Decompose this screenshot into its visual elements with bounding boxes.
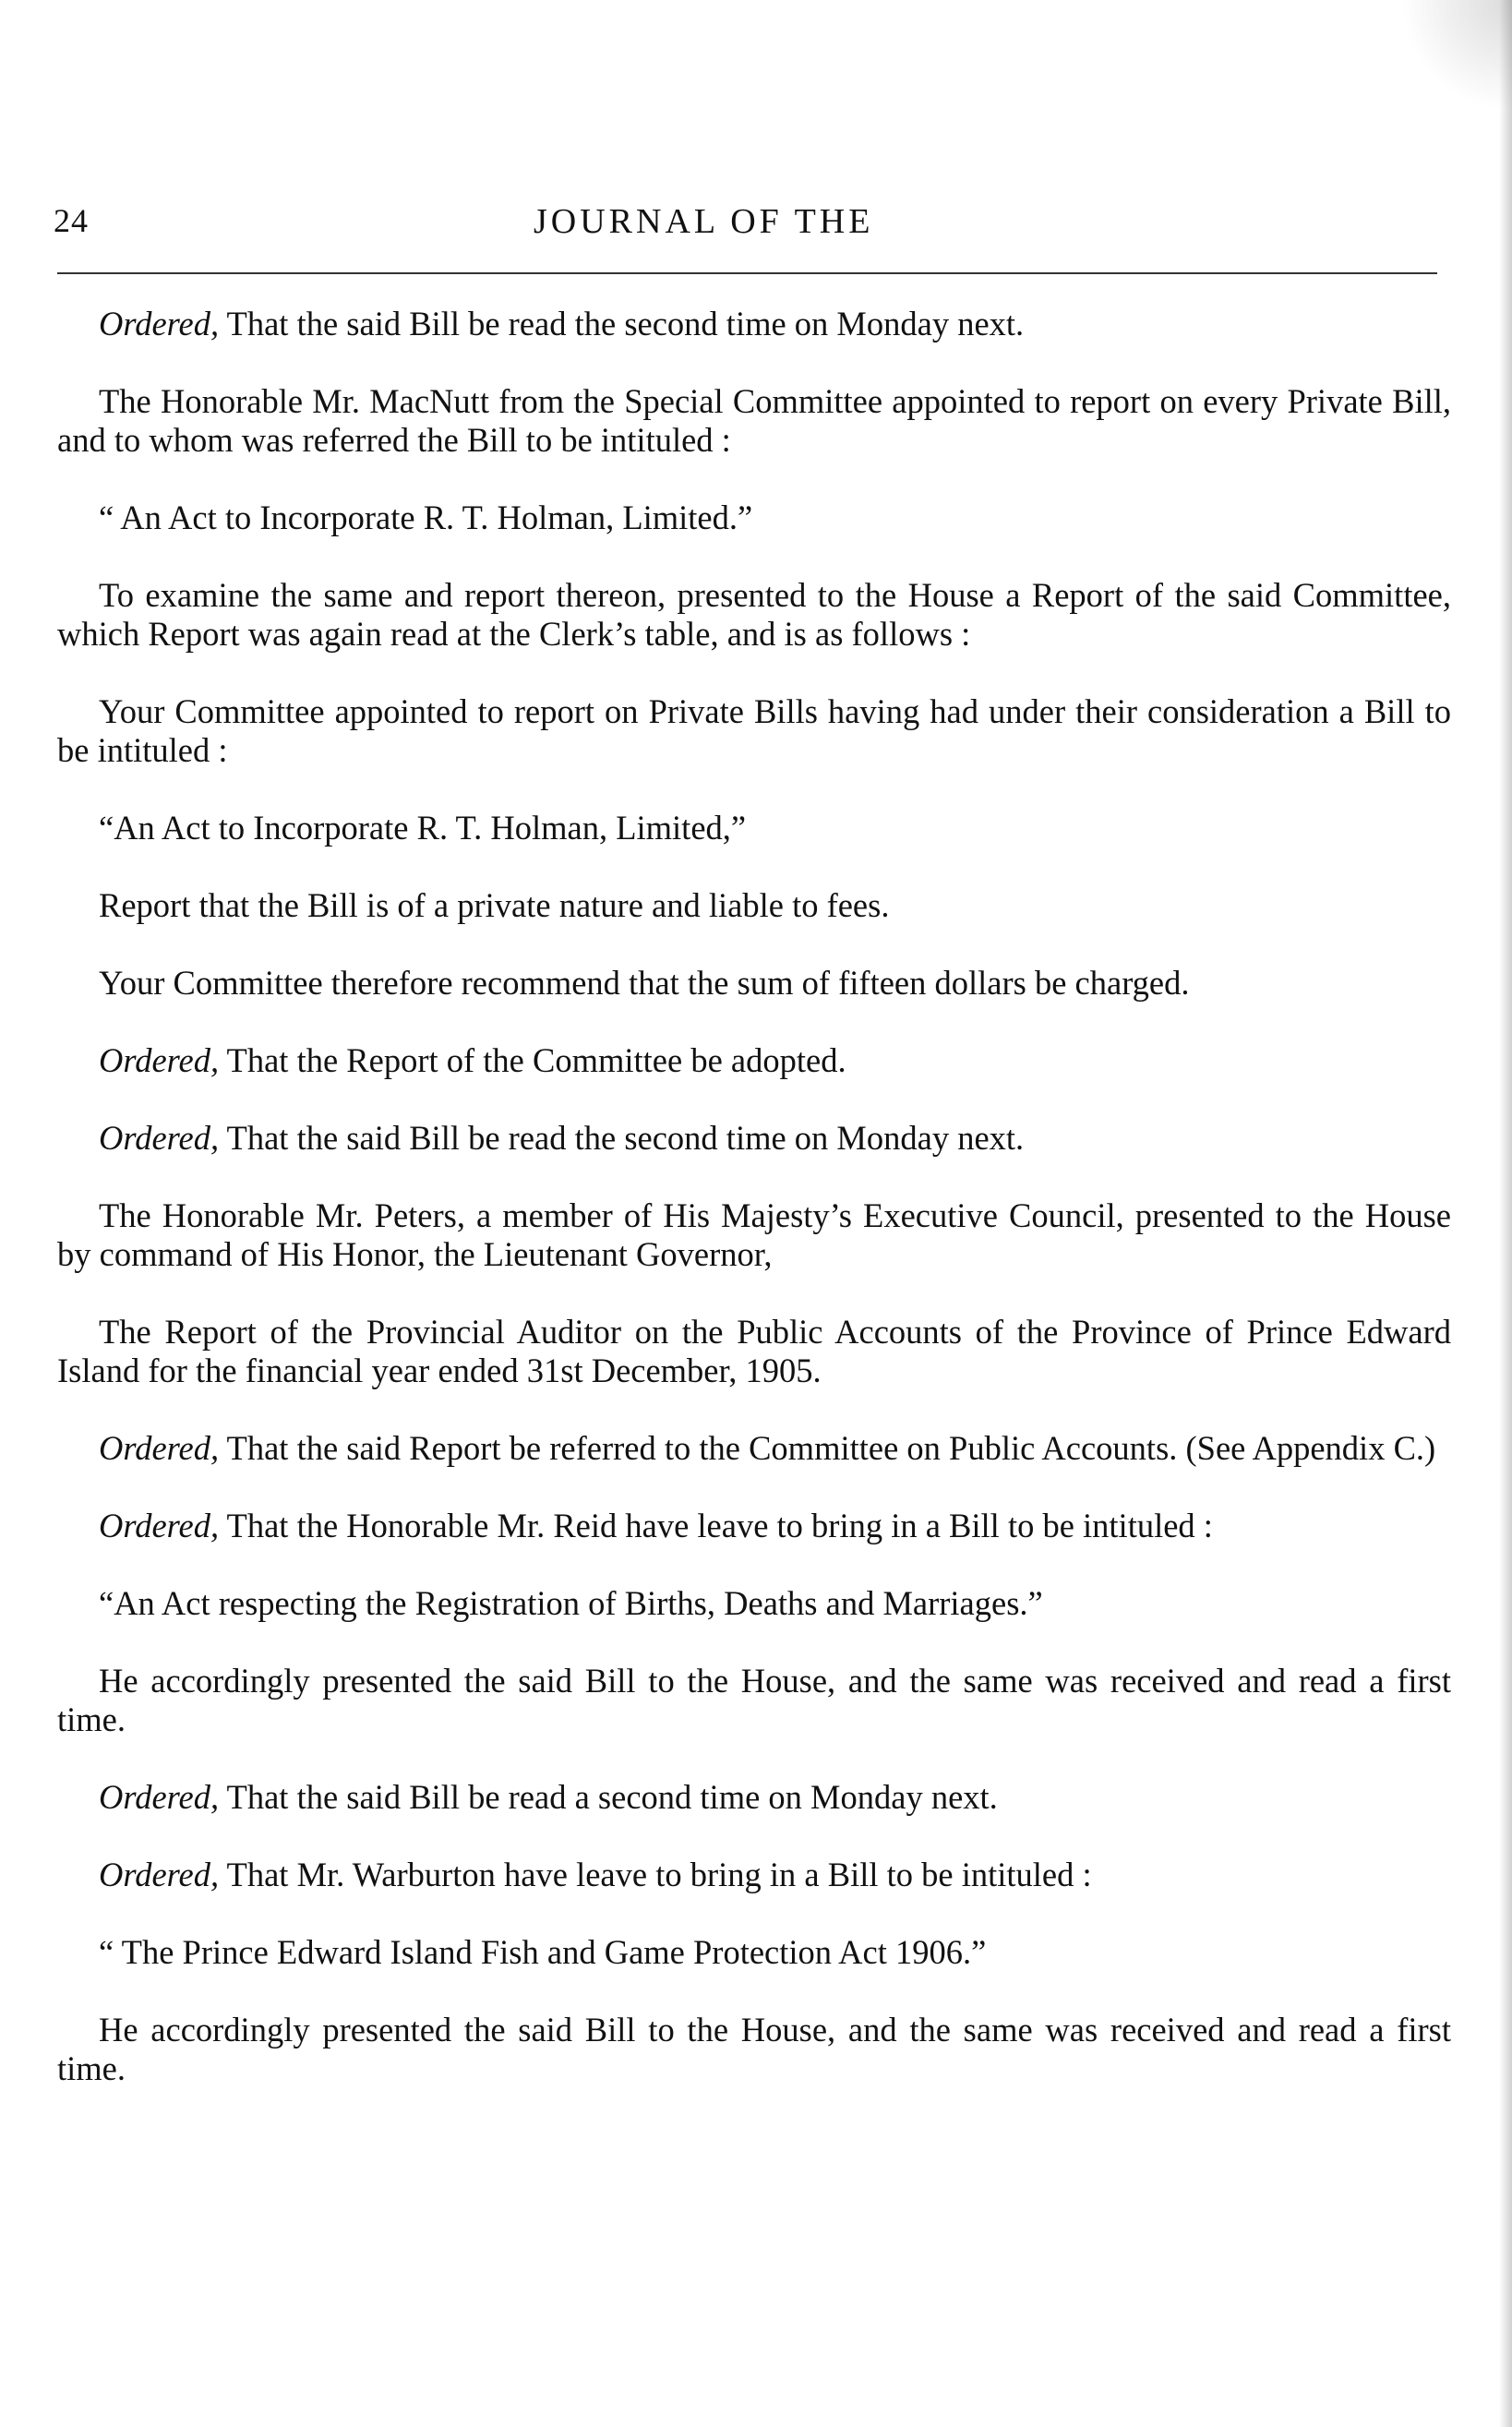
paragraph-4 (57, 576, 1451, 654)
paragraph-text: “An Act to Incorporate R. T. Holman, Limited,” (99, 809, 747, 847)
bill-title-quote (57, 1933, 1451, 1972)
ordered-lead: Ordered, (99, 1856, 220, 1893)
paragraph-text: Your Committee appointed to report on Private Bills having had under their consideration a Bill to be intituled : (57, 692, 1451, 769)
ordered-lead: Ordered, (99, 305, 220, 342)
paragraph-17 (57, 1778, 1451, 1817)
paragraph-text: “ An Act to Incorporate R. T. Holman, Limited.” (99, 499, 753, 536)
paragraph-text: That the said Report be referred to the Committee on Public Accounts. (See Appendix C.) (219, 1429, 1436, 1467)
paragraph-18 (57, 1856, 1451, 1894)
scan-shadow-corner (1401, 0, 1512, 111)
paragraph-text: The Honorable Mr. MacNutt from the Special Committee appointed to report on every Private Bill, and to whom was referred the Bill to be intituled : (57, 382, 1451, 459)
paragraph-text: That the Honorable Mr. Reid have leave to bring in a Bill to be intituled : (219, 1507, 1213, 1544)
paragraph-5 (57, 692, 1451, 770)
paragraph-text: He accordingly presented the said Bill to the House, and the same was received and read a first time. (57, 2011, 1451, 2087)
bill-title-quote (57, 499, 1451, 537)
bill-title-quote (57, 1584, 1451, 1623)
paragraph-text: That the said Bill be read a second time on Monday next. (219, 1778, 998, 1816)
ordered-lead: Ordered, (99, 1507, 220, 1544)
paragraph-text: He accordingly presented the said Bill to the House, and the same was received and read a first time. (57, 1662, 1451, 1738)
ordered-lead: Ordered, (99, 1778, 220, 1816)
paragraph-8 (57, 964, 1451, 1003)
paragraph-2 (57, 382, 1451, 460)
paragraph-16 (57, 1662, 1451, 1739)
paragraph-text: The Report of the Provincial Auditor on the Public Accounts of the Province of Prince Edward Island for the financial year ended 31st December, 1905. (57, 1313, 1451, 1389)
paragraph-7 (57, 886, 1451, 925)
bill-title-quote (57, 809, 1451, 847)
paragraph-text: That Mr. Warburton have leave to bring in a Bill to be intituled : (219, 1856, 1092, 1893)
paragraph-text: Your Committee therefore recommend that the sum of fifteen dollars be charged. (99, 964, 1190, 1002)
paragraph-text: “ The Prince Edward Island Fish and Game Protection Act 1906.” (99, 1933, 987, 1971)
paragraph-text: To examine the same and report thereon, presented to the House a Report of the said Committee, which Report was again read at the Clerk’s table, and is as follows : (57, 576, 1451, 653)
paragraph-10 (57, 1119, 1451, 1158)
paragraph-9 (57, 1041, 1451, 1080)
paragraph-text: That the said Bill be read the second time on Monday next. (219, 305, 1025, 342)
paragraph-text: The Honorable Mr. Peters, a member of His Majesty’s Executive Council, presented to the House by command of His Honor, the Lieutenant Governor, (57, 1196, 1451, 1273)
paragraph-12 (57, 1313, 1451, 1390)
header-rule (57, 272, 1437, 274)
paragraph-20 (57, 2011, 1451, 2088)
page-header (54, 201, 1438, 257)
ordered-lead: Ordered, (99, 1119, 220, 1157)
paragraph-text: That the said Bill be read the second time on Monday next. (219, 1119, 1025, 1157)
paragraph-text: Report that the Bill is of a private nature and liable to fees. (99, 886, 890, 924)
running-head: JOURNAL OF THE (534, 202, 874, 241)
scan-shadow-edge (1499, 0, 1512, 2427)
ordered-lead: Ordered, (99, 1429, 220, 1467)
paragraph-1 (57, 305, 1451, 343)
ordered-lead: Ordered, (99, 1041, 220, 1079)
paragraph-11 (57, 1196, 1451, 1274)
page-number: 24 (54, 202, 89, 239)
paragraph-text: That the Report of the Committee be adopted. (219, 1041, 846, 1079)
journal-body (57, 305, 1451, 2127)
paragraph-14 (57, 1507, 1451, 1545)
paragraph-13 (57, 1429, 1451, 1468)
paragraph-text: “An Act respecting the Registration of Births, Deaths and Marriages.” (99, 1584, 1043, 1622)
